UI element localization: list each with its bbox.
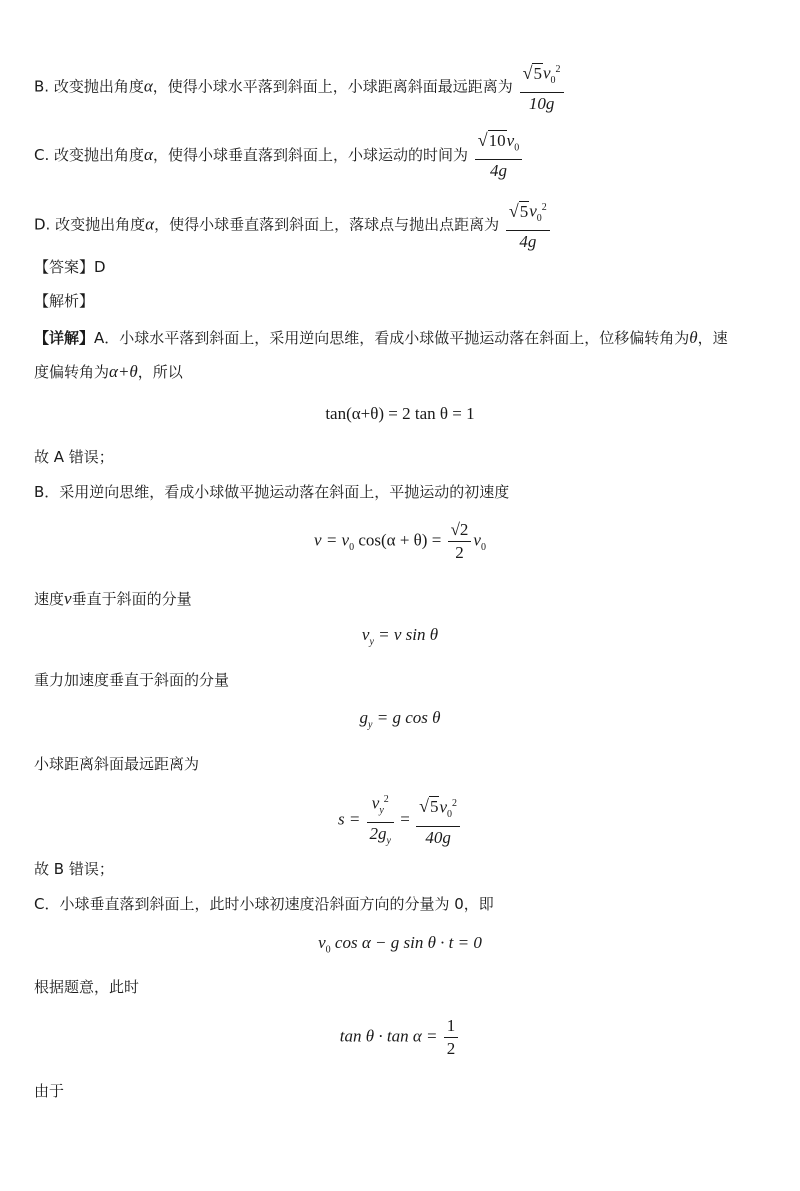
option-d-label: D.: [34, 215, 51, 234]
detail-theta: θ: [689, 328, 698, 347]
eq5-num1: v: [371, 793, 380, 813]
eq3-left: v: [361, 625, 370, 644]
eq7-num: 1: [444, 1016, 459, 1038]
eq7-den: 2: [446, 1039, 456, 1058]
detail-line2-expr: α+θ: [109, 362, 138, 381]
gravity-perp-line: 重力加速度垂直于斜面的分量: [34, 671, 230, 689]
eq5-den1: 2g: [369, 824, 387, 844]
equation-4: [0, 708, 800, 730]
option-d-text: 改变抛出角度: [55, 215, 146, 234]
equation-1: tan(α+θ) = 2 tan θ = 1: [325, 404, 475, 423]
answer-value: D: [94, 258, 106, 276]
eq3-right: = v sin θ: [373, 625, 439, 644]
vel-perp-v: v: [64, 589, 72, 608]
equation-7: [0, 1016, 800, 1059]
option-b-num-sup: 2: [555, 64, 561, 75]
eq6-left: v: [318, 933, 326, 952]
eq5-num2-sub: 0: [447, 808, 453, 820]
option-c-num-sub: 0: [514, 142, 520, 154]
eq2-right: v: [473, 530, 481, 550]
option-b-alpha: α: [143, 76, 153, 96]
equation-6: [0, 933, 800, 955]
equation-2: [0, 520, 800, 563]
option-c-fraction: $\frac{√10v_0}{4g}$: [475, 130, 522, 181]
because-line: 由于: [34, 1082, 65, 1100]
velocity-perp-line: [34, 588, 192, 610]
eq7-left: tan θ · tan α =: [339, 1026, 442, 1046]
eq4-right: = g cos θ: [372, 708, 441, 727]
eq4-left: g: [359, 708, 369, 727]
option-d-fraction: $\frac{√5v_0^2}{4g}$: [506, 198, 550, 252]
eq5-s: s =: [337, 809, 365, 829]
option-b-text: 改变抛出角度: [53, 77, 144, 96]
option-d-alpha: α: [145, 214, 155, 234]
option-b-num-sub: 0: [550, 75, 556, 87]
option-d-num-sub: 0: [536, 213, 542, 225]
option-d: [34, 198, 552, 252]
vel-perp-b: 垂直于斜面的分量: [71, 590, 192, 608]
option-c-den: 4g: [490, 161, 507, 181]
option-b-num-root: 5: [533, 63, 542, 83]
eq5-den2: 40g: [425, 827, 451, 847]
eq2-mid: cos(α + θ) =: [354, 530, 446, 550]
option-c-text: 改变抛出角度: [54, 146, 145, 165]
detail-line1-end: ，速: [697, 329, 728, 347]
option-c-num-var: v: [506, 131, 515, 150]
answer-line: [34, 256, 106, 278]
eq2-num: √2: [448, 520, 472, 542]
detail-label: 【详解】: [34, 329, 95, 347]
eq2-left: v = v: [314, 530, 350, 550]
option-d-num-root: 5: [519, 201, 529, 221]
max-distance-line: 小球距离斜面最远距离为: [34, 755, 200, 773]
eq4-sub: y: [368, 719, 373, 731]
equation-5: [0, 790, 800, 851]
c-intro-line: C．小球垂直落到斜面上，此时小球初速度沿斜面方向的分量为 0，即: [34, 895, 494, 913]
eq5-fraction-2: $\frac{√5v_0^2}{40g}$: [416, 794, 460, 848]
equation-3: [0, 625, 800, 647]
eq5-eq: =: [396, 809, 415, 829]
a-wrong-line: 故 A 错误；: [34, 448, 114, 466]
eq5-num1-sub: y: [379, 805, 384, 817]
b-intro-line: B．采用逆向思维，看成小球做平抛运动落在斜面上，平抛运动的初速度: [34, 483, 510, 501]
option-b-den: 10g: [528, 94, 555, 114]
eq2-fraction: [448, 520, 472, 563]
detail-line2-b: ，所以: [137, 363, 183, 381]
option-b-num-var: v: [542, 63, 551, 83]
option-c: [34, 130, 524, 181]
eq5-num2-var: v: [439, 797, 448, 817]
detail-line-2: [34, 361, 183, 383]
detail-line-1: [34, 327, 728, 349]
eq2-sub: 0: [349, 541, 355, 553]
vel-perp-a: 速度: [34, 590, 65, 608]
option-d-den: 4g: [519, 232, 537, 252]
option-b-label: B.: [34, 77, 50, 96]
eq5-fraction-1: [367, 790, 394, 851]
eq2-rsub: 0: [480, 541, 486, 553]
option-d-text2: ，使得小球垂直落到斜面上，落球点与抛出点距离为: [154, 215, 500, 234]
option-b: [34, 60, 566, 114]
eq6-right: cos α − g sin θ · t = 0: [330, 933, 482, 952]
option-b-text2: ，使得小球水平落到斜面上，小球距离斜面最远距离为: [152, 77, 513, 96]
analysis-label: 【解析】: [34, 292, 95, 310]
eq3-sub: y: [369, 636, 374, 648]
eq5-num2-root: 5: [429, 797, 439, 817]
option-d-num-var: v: [529, 201, 537, 221]
by-meaning-line: 根据题意，此时: [34, 978, 140, 996]
eq5-num1-sup: 2: [383, 794, 389, 805]
eq6-sub: 0: [325, 944, 331, 956]
detail-line1-text: A．小球水平落到斜面上，采用逆向思维，看成小球做平抛运动落在斜面上，位移偏转角为: [94, 329, 690, 347]
option-c-label: C.: [34, 146, 50, 165]
option-d-num-sup: 2: [541, 202, 547, 213]
option-c-num-root: 10: [488, 131, 506, 150]
eq5-num2-sup: 2: [452, 797, 458, 809]
eq5-den1-sub: y: [386, 835, 391, 847]
eq2-den: 2: [455, 543, 464, 562]
option-c-alpha: α: [144, 145, 153, 165]
b-wrong-line: 故 B 错误；: [34, 860, 114, 878]
option-b-fraction: $\frac{√5v_0^2}{10g}$: [520, 60, 564, 114]
option-c-text2: ，使得小球垂直落到斜面上，小球运动的时间为: [152, 146, 468, 165]
detail-line2-a: 度偏转角为: [34, 363, 110, 381]
eq7-fraction: [444, 1016, 459, 1059]
answer-label: 【答案】: [34, 258, 95, 276]
